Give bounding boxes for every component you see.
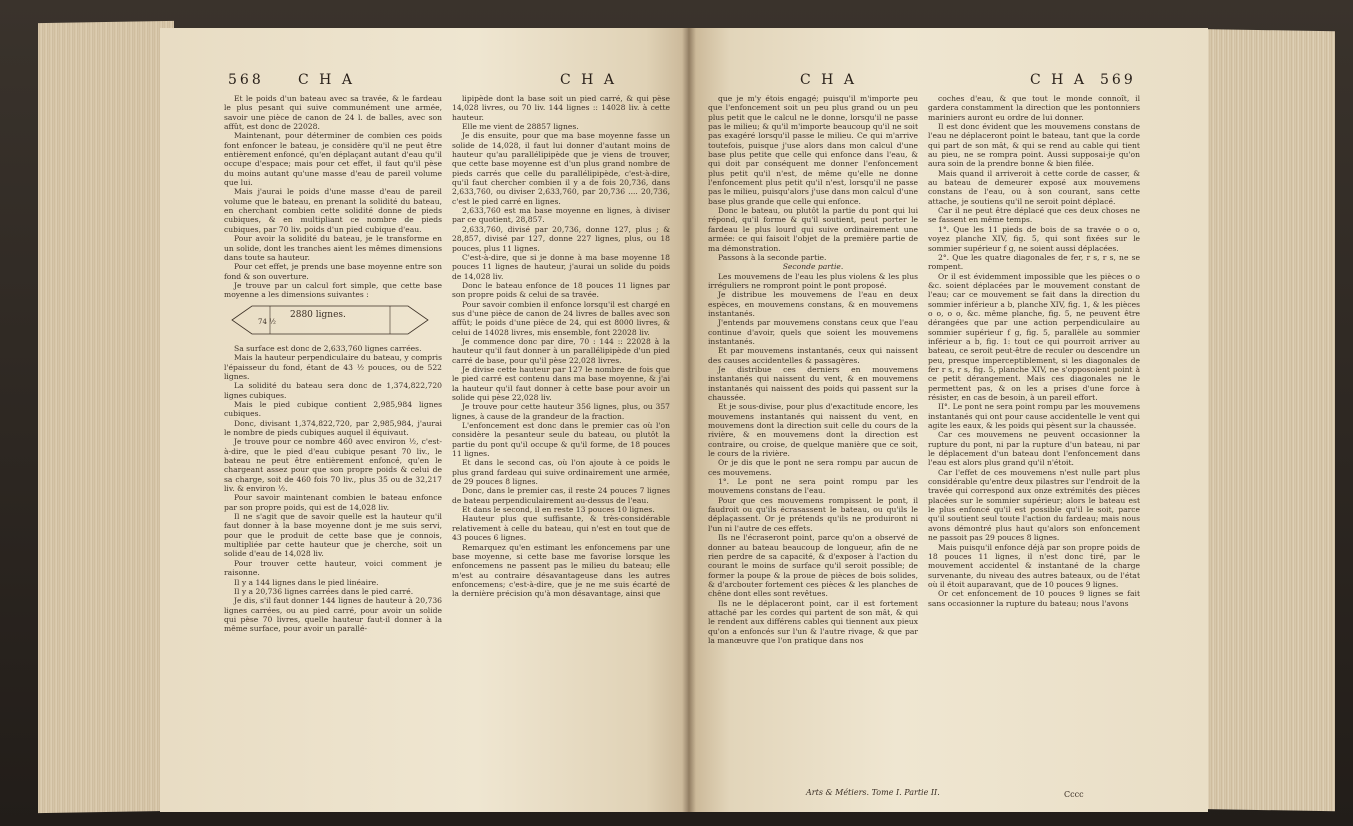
paragraph: La solidité du bateau sera donc de 1,374,822,720 lignes cubiques. bbox=[224, 381, 442, 400]
paragraph: Je trouve pour cette hauteur 356 lignes, plus, ou 357 lignes, à cause de la grandeur de la fraction. bbox=[452, 402, 670, 421]
paragraph: Sa surface est donc de 2,633,760 lignes carrées. bbox=[234, 343, 422, 353]
right-header-left: C H A bbox=[800, 72, 857, 88]
paragraph: C'est-à-dire, que si je donne à ma base moyenne 18 pouces 11 lignes de hauteur, j'aurai un solide du poids de 14,028 liv. bbox=[452, 252, 670, 281]
paragraph: Et le poids d'un bateau avec sa travée, & le fardeau le plus pesant qui suive communément une armée, savoir une pièce de canon de 24 l. de balles, avec son affût, est donc de 22028. bbox=[224, 94, 442, 132]
right-col1b-paragraphs bbox=[708, 272, 918, 646]
paragraph: Pour savoir maintenant combien le bateau enfonce par son propre poids, qui est de 14,028 liv. bbox=[224, 493, 442, 512]
right-column-2 bbox=[928, 94, 1140, 784]
paragraph: Mais quand il arriveroit à cette corde de casser, & au bateau de demeurer exposé aux mouvemens constans de l'eau, ou à son courant, sans cette attache, je soutiens qu'il ne seroit point déplacé. bbox=[928, 168, 1140, 206]
paragraph: Remarquez qu'en estimant les enfoncemens par une base moyenne, si cette base me favorise lorsque les enfoncemens ne passent pas le milieu du bateau; elle m'est au contraire désavantageuse dans les autres enfoncemens; c'est-à-dire, que je ne me suis écarté de la dernière précision qu'à mon désavantage, ainsi que bbox=[452, 542, 670, 599]
diagram-side-label: 74 ½ bbox=[258, 317, 276, 326]
right-column-1 bbox=[708, 94, 918, 784]
right-page-number: 569 bbox=[1100, 72, 1136, 88]
paragraph: Je distribue ces derniers en mouvemens instantanés qui naissent du vent, & en mouvemens instantanés qui naissent des poids qui passent sur la chaussée. bbox=[708, 364, 918, 402]
paragraph: Mais le pied cubique contient 2,985,984 lignes cubiques. bbox=[224, 399, 442, 419]
paragraph: Ils ne l'écraseront point, parce qu'on a observé de donner au bateau beaucoup de longueur, afin de ne rien perdre de sa capacité, & d'exposer à l'action du courant le moins de surface qu'il seroit possible; de former la poupe & la proue de pièces de bois solides, & d'arcbouter fortement ces pièces & les planches de chêne dont elles sont revêtues. bbox=[708, 533, 918, 599]
paragraph: Et dans le second, il en reste 13 pouces 10 lignes. bbox=[462, 505, 655, 515]
paragraph: 2°. Que les quatre diagonales de fer, r s, r s, ne se rompent. bbox=[928, 252, 1140, 272]
left-header-left: C H A bbox=[298, 72, 355, 88]
boat-base-diagram bbox=[230, 304, 430, 336]
paragraph: coches d'eau, & que tout le monde connoît, il gardera constamment la direction que les pontonniers mariniers auront eu ordre de lui donner. bbox=[928, 94, 1140, 122]
paragraph: 1°. Le pont ne sera point rompu par les mouvemens constans de l'eau. bbox=[708, 477, 918, 496]
paragraph: 2,633,760, divisé par 20,736, donne 127, plus ; & 28,857, divisé par 127, donne 227 lignes, plus, ou 18 pouces, plus 11 lignes. bbox=[452, 224, 670, 253]
paragraph: Donc, dans le premier cas, il reste 24 pouces 7 lignes de bateau perpendiculairement au-dessus de l'eau. bbox=[452, 486, 670, 505]
paragraph: Il y a 20,736 lignes carrées dans le pied carré. bbox=[234, 586, 414, 596]
paragraph: Je dis, s'il faut donner 144 lignes de hauteur à 20,736 lignes carrées, ou au pied carré, pour avoir un solide qui pèse 70 livres, quelle hauteur faut-il donner à la même surface, pour avoir un parallé- bbox=[224, 596, 442, 634]
paragraph: Pour savoir combien il enfonce lorsqu'il est chargé en sus d'une pièce de canon de 24 livres de balles avec son affût; le poids d'une pièce de 24, qui est 8000 livres, & celui de 14028 livres, mis ensemble, font 22028 liv. bbox=[452, 299, 670, 337]
paragraph: Et je sous-divise, pour plus d'exactitude encore, les mouvemens instantanés qui naissent du vent, en mouvemens dont la direction suit celle du cours de la rivière, & en mouvemens dont la direction est contraire, ou croise, de quelque manière que ce soit, le cours de la rivière. bbox=[708, 402, 918, 459]
paragraph: Je divise cette hauteur par 127 le nombre de fois que le pied carré est contenu dans ma base moyenne, & j'ai la hauteur qu'il faut donner à cette base pour avoir un solide qui pèse 22,028 liv. bbox=[452, 364, 670, 402]
paragraph: Maintenant, pour déterminer de combien ces poids font enfoncer le bateau, je considère qu'il ne peut être entièrement enfoncé, qu'en déplaçant autant d'eau qu'il occupe d'espace; mais pour cet effet, il faut qu'il pèse du moins autant qu'une masse d'eau de pareil volume que lui. bbox=[224, 131, 442, 188]
paragraph: Passons à la seconde partie. bbox=[718, 252, 827, 262]
paragraph: Mais j'aurai le poids d'une masse d'eau de pareil volume que le bateau, en prenant la solidité du bateau, en cherchant combien cette solidité donne de pieds cubiques, & en multipliant ce nombre de pieds cubiques, par 70 liv. poids d'un pied cubique d'eau. bbox=[224, 187, 442, 234]
paragraph: 2,633,760 est ma base moyenne en lignes, à diviser par ce quotient, 28,857. bbox=[452, 206, 670, 225]
left-column-2 bbox=[452, 94, 670, 794]
paragraph: Or je dis que le pont ne sera rompu par aucun de ces mouvemens. bbox=[708, 458, 918, 477]
book-gutter bbox=[682, 28, 696, 812]
paragraph: Je distribue les mouvemens de l'eau en deux espèces, en mouvemens constans, & en mouvemens instantanés. bbox=[708, 290, 918, 318]
left-header-right: C H A bbox=[560, 72, 617, 88]
paragraph: Mais puisqu'il enfonce déjà par son propre poids de 18 pouces 11 lignes, il n'est donc tiré, par le mouvement accidentel & instantané de la charge survenante, du niveau des autres bateaux, ou de l'état où il étoit auparavant, que de 10 pouces 9 lignes. bbox=[928, 542, 1140, 589]
paragraph: Il ne s'agit que de savoir quelle est la hauteur qu'il faut donner à la base moyenne dont je me suis servi, pour que le produit de cette base que je connois, multipliée par cette hauteur que je cherche, soit un solide d'eau de 14,028 liv. bbox=[224, 512, 442, 559]
paragraph: Elle me vient de 28857 lignes. bbox=[462, 122, 579, 132]
left-column-1 bbox=[224, 94, 442, 794]
left-col1b-paragraphs bbox=[224, 344, 442, 634]
paragraph: Ils ne le déplaceront point, car il est fortement attaché par les cordes qui partent de son mât, & qui le rendent aux différens cables qui tiennent aux pieux qu'on a enfoncés sur l'un & l'autre rivage, & que par la manœuvre que l'on pratique dans nos bbox=[708, 598, 918, 645]
paragraph: lipipède dont la base soit un pied carré, & qui pèse 14,028 livres, ou 70 liv. 144 lignes :: 14028 liv. à cette hauteur. bbox=[452, 94, 670, 122]
left-col1-paragraphs bbox=[224, 94, 442, 300]
paragraph: Pour trouver cette hauteur, voici comment je raisonne. bbox=[224, 558, 442, 578]
page-footer: Arts & Métiers. Tome I. Partie II. bbox=[806, 788, 940, 797]
paragraph: Car il ne peut être déplacé que ces deux choses ne se fassent en même temps. bbox=[928, 206, 1140, 225]
right-col1-paragraphs bbox=[708, 94, 918, 262]
left-page-number: 568 bbox=[228, 72, 264, 88]
paragraph: Or il est évidemment impossible que les pièces o o &c. soient déplacées par le mouvement constant de l'eau; car ce mouvement se fait dans la direction du sommier inférieur a b, planche XIV, fig. 1, & les pièces o o, o o, &c. même planche, fig. 5, ne peuvent être dérangées que par une action perpendiculaire au sommier supérieur f g, fig. 5, parallèle au sommier inférieur a b, fig. 1: tout ce qui pourroit arriver au bateau, ce seroit peut-être de reculer ou descendre un peu, presque imperceptiblement, si les diagonales de fer r s, r s, fig. 5, planche XIV, ne s'opposoient point à ce petit dérangement. Mais ces diagonales ne le permettent pas, & on les a prises d'une force à résister, en cas de besoin, à un pareil effort. bbox=[928, 271, 1140, 402]
paragraph: Et dans le second cas, où l'on ajoute à ce poids le plus grand fardeau qui suive ordinairement une armée, de 29 pouces 8 lignes. bbox=[452, 458, 670, 487]
paragraph: L'enfoncement est donc dans le premier cas où l'on considère la pesanteur seule du bateau, ou plutôt la partie du pont qu'il occupe & qu'il forme, de 18 pouces 11 lignes. bbox=[452, 421, 670, 459]
paragraph: que je m'y étois engagé; puisqu'il m'importe peu que l'enfoncement soit un peu plus grand ou un peu plus petit que le calcul ne le donne, lorsqu'il ne passe pas le milieu; & qu'il m'importe beaucoup qu'il ne soit pas exagéré lorsqu'il passe le milieu. Ce qui m'arrive toutefois, puisque j'use alors dans mon calcul d'une base plus petite que celle qui enfonce dans l'eau, & qui doit par conséquent me donner l'enfoncement plus petit qu'il n'est, de même qu'elle ne donne l'enfoncement plus petit qu'il n'est, lorsqu'il ne passe pas le milieu, puisqu'alors j'use dans mon calcul d'une base plus grande que celle qui enfonce. bbox=[708, 94, 918, 206]
paragraph: J'entends par mouvemens constans ceux que l'eau continue d'avoir, quels que soient les mouvemens instantanés. bbox=[708, 318, 918, 346]
section-title: Seconde partie. bbox=[782, 262, 844, 272]
paragraph: Il y a 144 lignes dans le pied linéaire. bbox=[234, 577, 379, 587]
paragraph: Donc le bateau, ou plutôt la partie du pont qui lui répond, qu'il forme & qu'il soutient, peut porter le fardeau le plus lourd qui suive ordinairement une armée: ce qui faisoit l'objet de la première partie de ma démonstration. bbox=[708, 206, 918, 253]
paragraph: Je trouve pour ce nombre 460 avec environ ½, c'est-à-dire, que le pied d'eau cubique pesant 70 liv., le bateau ne peut être entièrement enfoncé, qu'en le chargeant assez pour que son propre poids & celui de sa charge, soit de 460 fois 70 liv., plus 35 ou de 32,217 liv. & environ ½. bbox=[224, 437, 442, 494]
paragraph: Je trouve par un calcul fort simple, que cette base moyenne a les dimensions suivantes : bbox=[224, 280, 442, 300]
paragraph: Pour avoir la solidité du bateau, je le transforme en un solide, dont les tranches aient les mêmes dimensions dans toute sa hauteur. bbox=[224, 234, 442, 262]
paragraph: Les mouvemens de l'eau les plus violens & les plus irréguliers ne rompront point le pont proposé. bbox=[708, 271, 918, 290]
paragraph: Donc, divisant 1,374,822,720, par 2,985,984, j'aurai le nombre de pieds cubiques auquel il équivaut. bbox=[224, 418, 442, 437]
paragraph: 1°. Que les 11 pieds de bois de sa travée o o o, voyez planche XIV, fig. 5, qui sont fixées sur le sommier supérieur f g, ne soient aussi déplacées. bbox=[928, 224, 1140, 253]
left-page-edges bbox=[38, 21, 174, 813]
right-col2-paragraphs bbox=[928, 94, 1140, 608]
paragraph: Car ces mouvemens ne peuvent occasionner la rupture du pont, ni par la rupture d'un bateau, ni par le déplacement d'un bateau dont l'enfoncement dans l'eau est alors plus grand qu'il n'étoit. bbox=[928, 430, 1140, 468]
paragraph: Car l'effet de ces mouvemens n'est nulle part plus considérable qu'entre deux pilastres sur l'endroit de la travée qui correspond aux onze extrémités des pièces placées sur le sommier supérieur; alors le bateau est le plus enfoncé qu'il est possible qu'il le soit, parce qu'il soutient seul toute l'action du fardeau; mais nous avons démontré plus haut qu'alors son enfoncement ne passoit pas 29 pouces 8 lignes. bbox=[928, 467, 1140, 543]
paragraph: Je dis ensuite, pour que ma base moyenne fasse un solide de 14,028, il faut lui donner d'autant moins de hauteur qu'au parallélipipède que je viens de trouver, que cette base moyenne est d'un plus grand nombre de pieds carrés que celle du parallélipipède, c'est-à-dire, qu'il faut chercher combien il y a de fois 20,736, dans 2,633,760, ou diviser 2,633,760, par 20,736 .... 20,736, c'est le pied carré en lignes. bbox=[452, 131, 670, 206]
paragraph: Et par mouvemens instantanés, ceux qui naissent des causes accidentelles & passagères. bbox=[708, 346, 918, 365]
left-col2-paragraphs bbox=[452, 94, 670, 599]
right-header-right: C H A bbox=[1030, 72, 1087, 88]
paragraph: Hauteur plus que suffisante, & très-considérable relativement à celle du bateau, qui n'est en tout que de 43 pouces 6 lignes. bbox=[452, 514, 670, 543]
diagram-label: 2880 lignes. bbox=[290, 309, 346, 320]
paragraph: Je commence donc par dire, 70 : 144 :: 22028 à la hauteur qu'il faut donner à un parallélipipède d'un pied carré de base, pour qu'il pèse 22,028 livres. bbox=[452, 336, 670, 365]
paragraph: Pour que ces mouvemens rompissent le pont, il faudroit ou qu'ils écrasassent le bateau, ou qu'ils le déplaçassent. Or je prétends qu'ils ne produiront ni l'un ni l'autre de ces effets. bbox=[708, 495, 918, 533]
paragraph: Or cet enfoncement de 10 pouces 9 lignes se fait sans occasionner la rupture du bateau; nous l'avons bbox=[928, 589, 1140, 608]
paragraph: II°. Le pont ne sera point rompu par les mouvemens instantanés qui ont pour cause accidentelle le vent qui agite les eaux, & les poids qui pèsent sur la chaussée. bbox=[928, 402, 1140, 431]
paragraph: Il est donc évident que les mouvemens constans de l'eau ne déplaceront point le bateau, tant que la corde qui part de son mât, & qui se rend au cable qui tient au pieu, ne se rompra point. Aussi supposai-je qu'on aura soin de la prendre bonne & bien filée. bbox=[928, 122, 1140, 169]
paragraph: Donc le bateau enfonce de 18 pouces 11 lignes par son propre poids & celui de sa travée. bbox=[452, 280, 670, 300]
paragraph: Mais la hauteur perpendiculaire du bateau, y compris l'épaisseur du fond, étant de 43 ½ pouces, ou de 522 lignes. bbox=[224, 353, 442, 381]
paragraph: Pour cet effet, je prends une base moyenne entre son fond & son ouverture. bbox=[224, 262, 442, 281]
signature-mark: Cccc bbox=[1064, 790, 1084, 799]
